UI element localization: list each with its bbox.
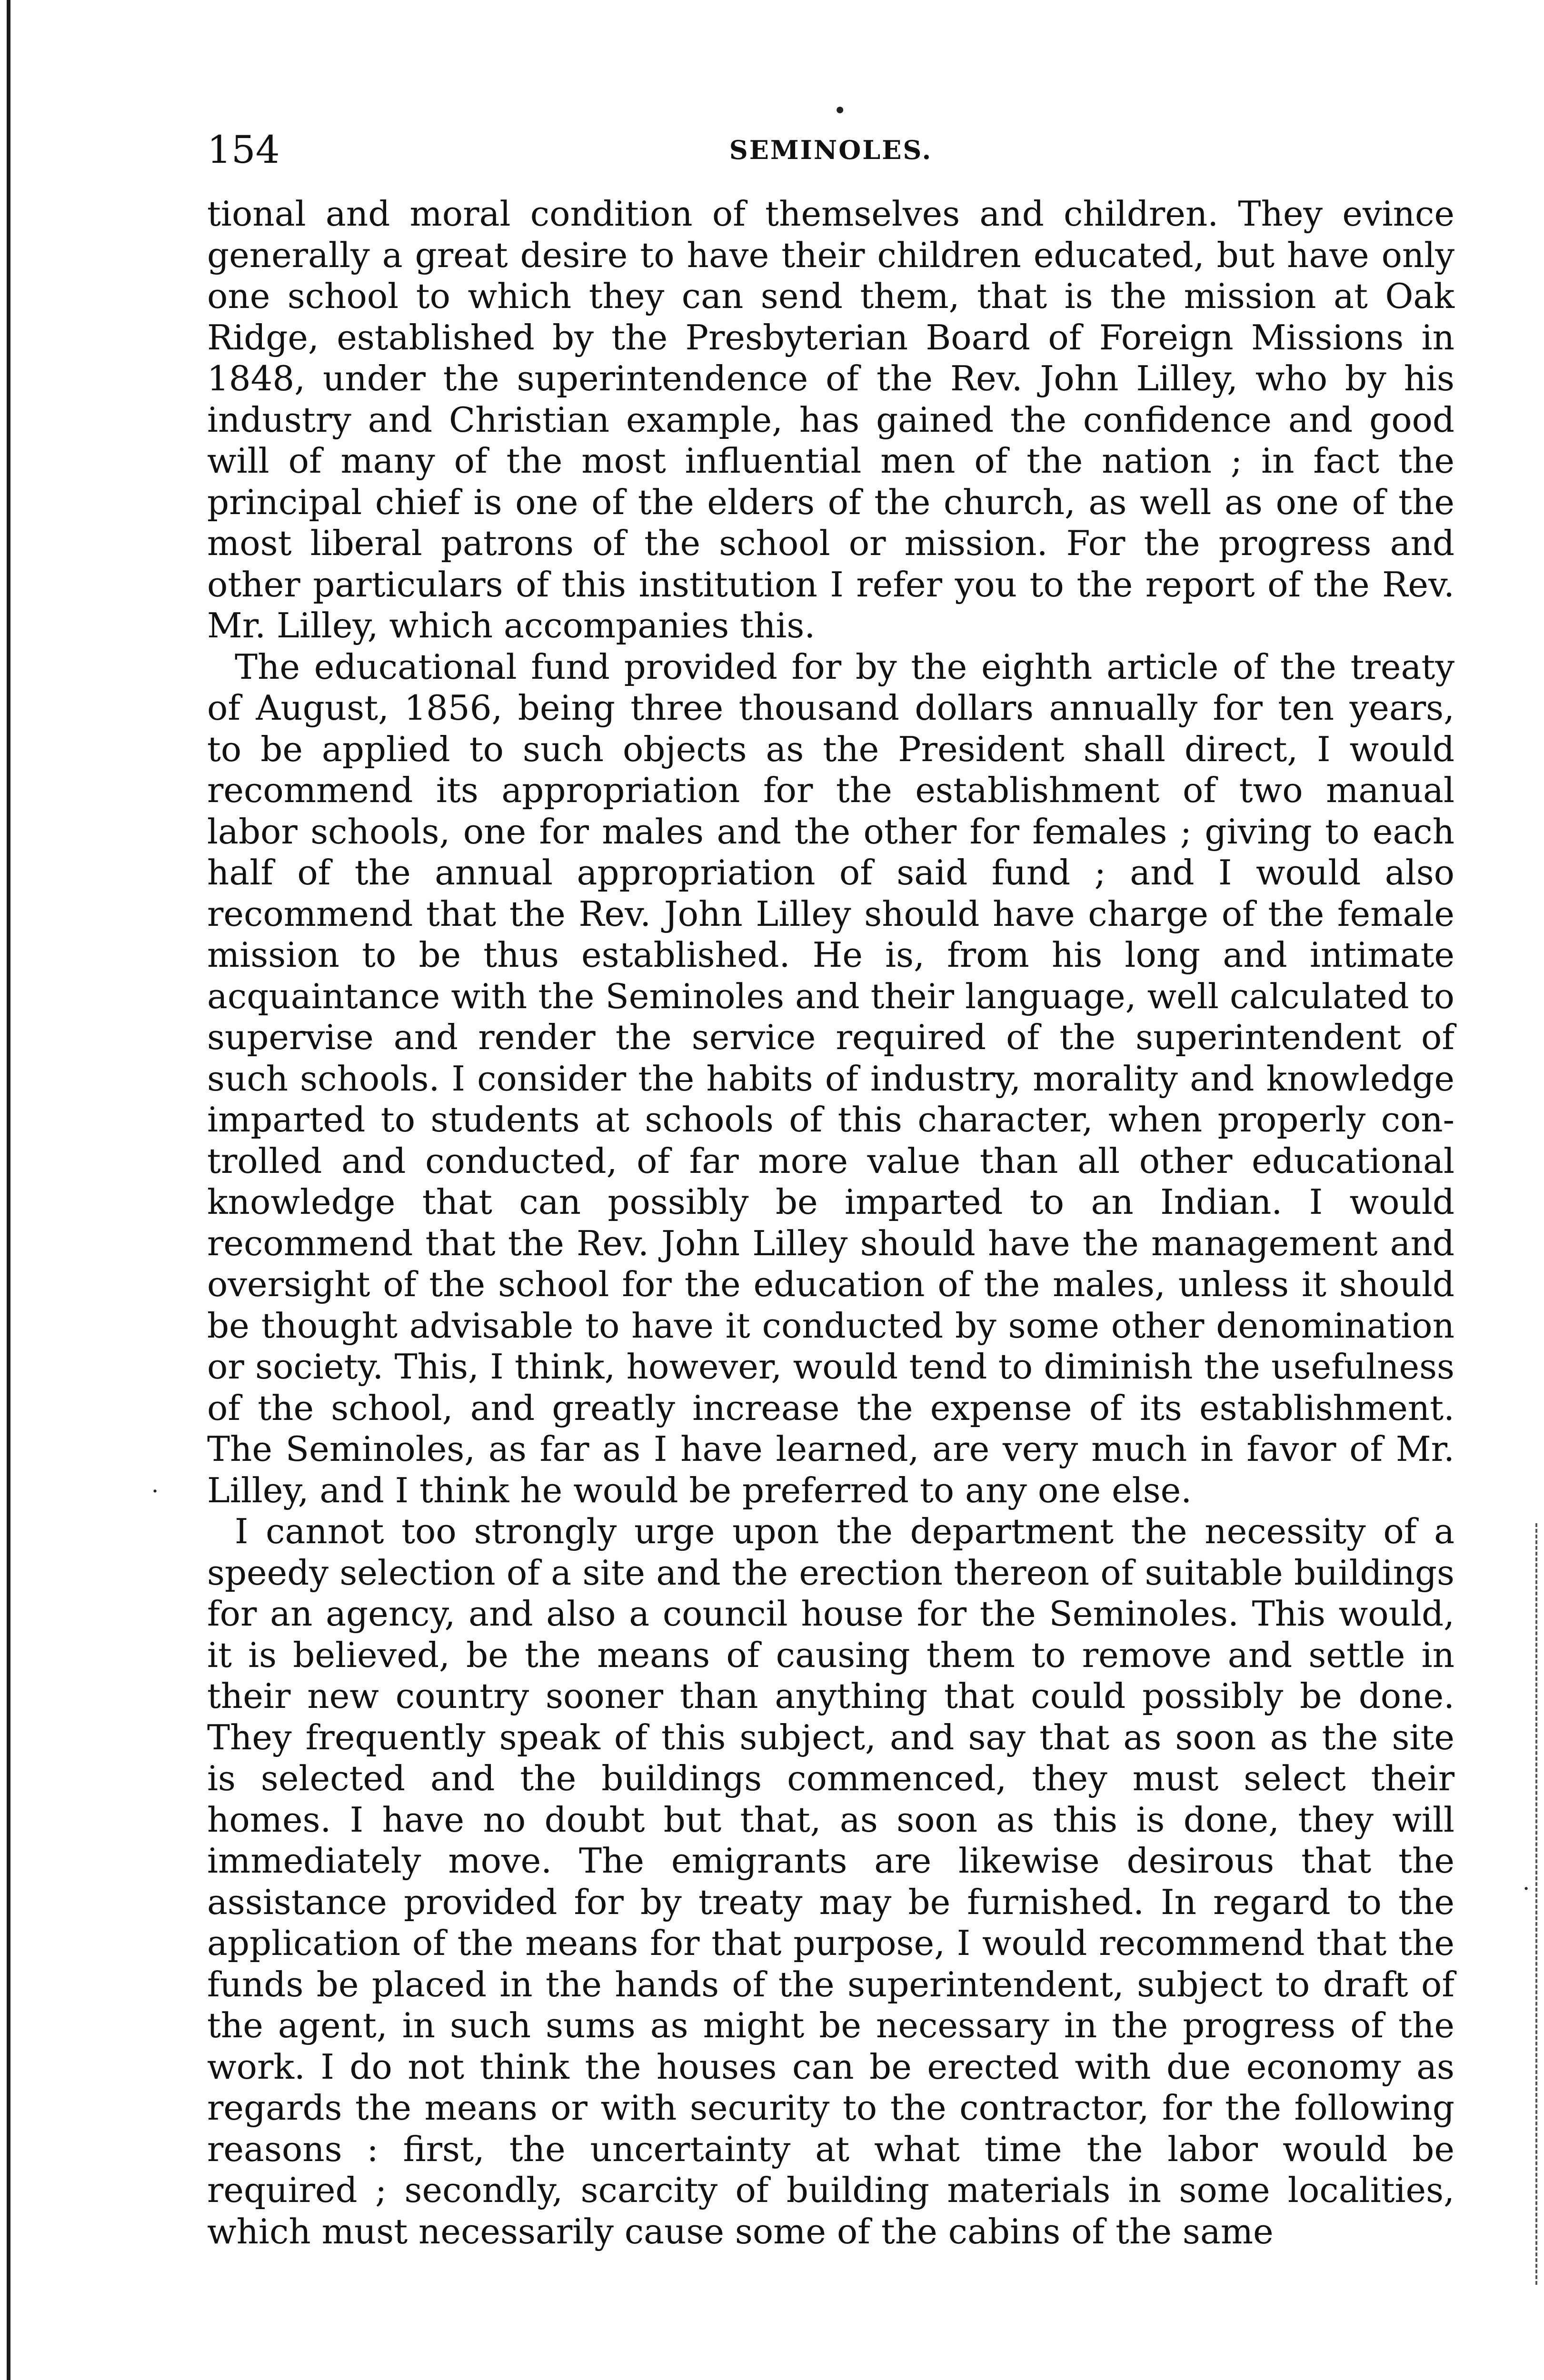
book-page: [207, 124, 1454, 2252]
running-head: [207, 124, 1454, 176]
body-text: [207, 193, 1454, 2252]
paragraph-continued: tional and moral condition of themselves and children. They evince generally a great desire to have their children educated, but have only one school to which they can send them, that is the mission at Oak Ridge, established by the Presbyterian Board of Foreign Missions in 1848, under the superintendence of the Rev. John Lilley, who by his industry and Christian example, has gained the confidence and good will of many of the most influential men of the nation ; in fact the principal chief is one of the elders of the church, as well as one of the most liberal patrons of the school or mission. For the progress and other particulars of this institution I refer you to the report of the Rev. Mr. Lilley, which accompanies this.: [207, 194, 1454, 645]
page-number: 154: [207, 128, 280, 172]
stray-ink-mark: •: [833, 98, 847, 124]
running-title: SEMINOLES.: [729, 135, 933, 165]
paragraph-educational-fund: The educational fund provided for by the eighth article of the treaty of August, 1856, being three thousand dollars annually for ten years, to be applied to such objects as the President shall direct, I would recommend its appropriation for the establishment of two manual labor schools, one for males and the other for females ; giving to each half of the annual appropriation of said fund ; and I would also recommend that the Rev. John Lilley should have charge of the female mission to be thus established. He is, from his long and intimate acquaintance with the Seminoles and their language, well calculated to supervise and render the service required of the superintendent of such schools. I consider the habits of industry, morality and knowledge imparted to students at schools of this character, when properly controlled and conducted, of far more value than all other educational knowledge that can possibly be imparted to an Indian. I would recommend that the Rev. John Lilley should have the management and oversight of the school for the education of the males, unless it should be thought advisable to have it conducted by some other denomination or society. This, I think, however, would tend to diminish the usefulness of the school, and greatly increase the expense of its establishment. The Seminoles, as far as I have learned, are very much in favor of Mr. Lilley, and I think he would be preferred to any one else.: [207, 646, 1454, 1510]
scan-edge-right: [1534, 1523, 1537, 2285]
paragraph-agency-site: I cannot too strongly urge upon the department the necessity of a speedy selection of a site and the erection thereon of suitable buildings for an agency, and also a council house for the Seminoles. This would, it is believed, be the means of causing them to remove and settle in their new country sooner than anything that could possibly be done. They frequently speak of this subject, and say that as soon as the site is selected and the buildings commenced, they must select their homes. I have no doubt but that, as soon as this is done, they will immediately move. The emigrants are likewise desirous that the assistance provided for by treaty may be furnished. In regard to the application of the means for that purpose, I would recommend that the funds be placed in the hands of the superintendent, subject to draft of the agent, in such sums as might be necessary in the progress of the work. I do not think the houses can be erected with due economy as regards the means or with security to the contractor, for the following reasons : first, the uncertainty at what time the labor would be required ; secondly, scarcity of building materials in some localities, which must necessarily cause some of the cabins of the same: [207, 1511, 1454, 2251]
stray-ink-mark: ·: [1523, 1875, 1530, 1902]
stray-ink-mark: ·: [151, 1478, 159, 1505]
